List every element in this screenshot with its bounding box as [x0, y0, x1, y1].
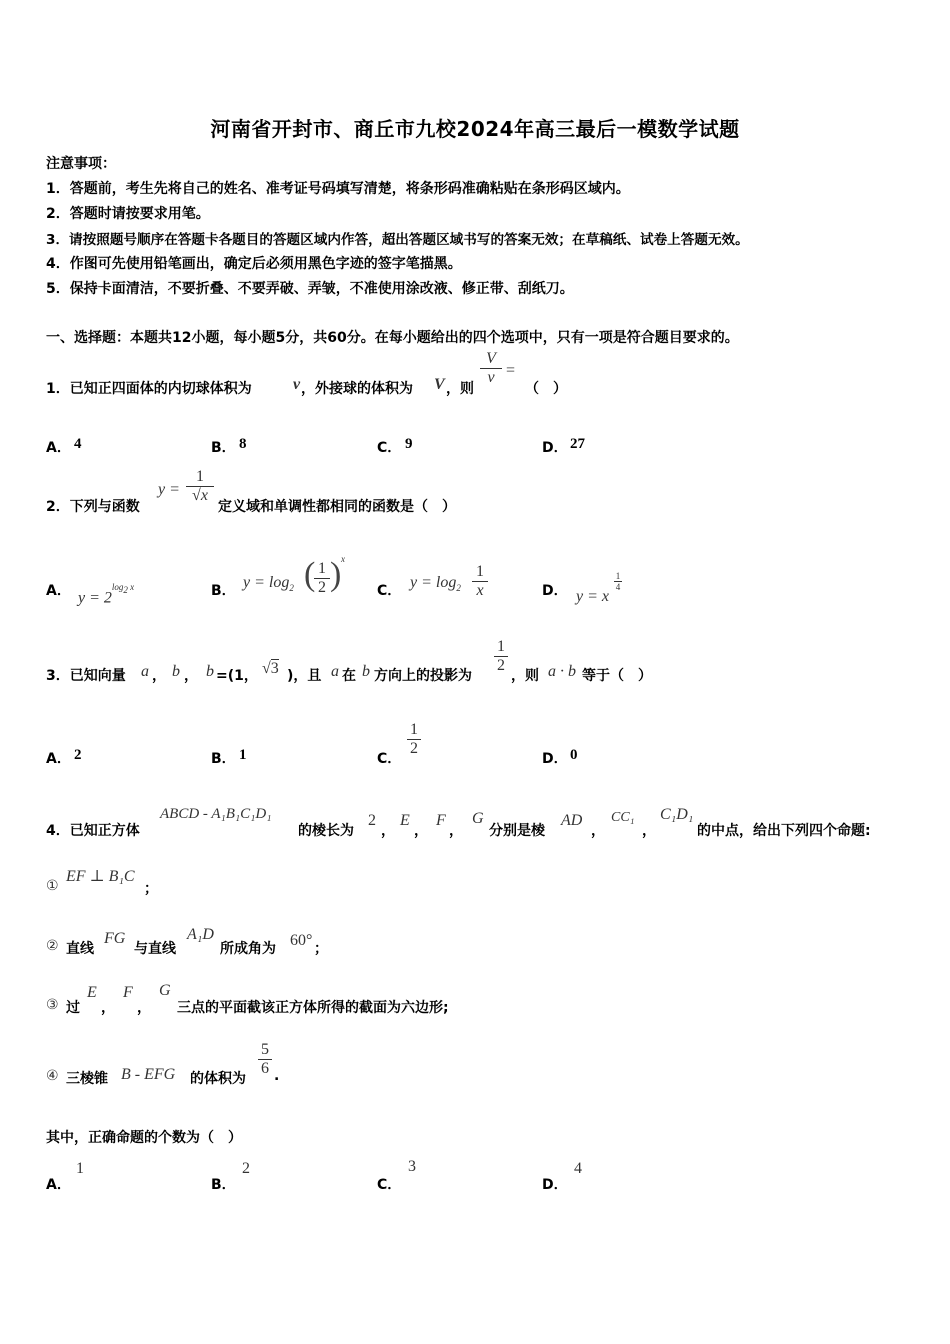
q4-p3-a: 过	[66, 1000, 80, 1016]
q3-stem-a: 3．已知向量	[46, 668, 126, 684]
q3-c-den: 2	[410, 740, 418, 757]
q3-sep1: ，	[152, 668, 166, 684]
q2-func-root: x	[200, 487, 208, 504]
q4-p4-den: 6	[261, 1060, 269, 1077]
q3-vec-b2: b	[206, 663, 214, 680]
q2-option-c-expr	[410, 574, 461, 593]
notice-item: 2．答题时请按要求用笔。	[46, 206, 210, 222]
q2-stem-a: 2．下列与函数	[46, 499, 140, 515]
q3-option-c-fraction	[407, 721, 421, 758]
q4-sep-1: ，	[381, 823, 395, 839]
q2-d-lhs: y = x	[576, 588, 609, 605]
q4-stem-b: 的棱长为	[298, 823, 354, 839]
q4-edge-ad: AD	[561, 812, 583, 829]
q2-b-exp: x	[341, 554, 345, 564]
q3-option-c-label: C．	[377, 751, 402, 767]
q3-proj-den: 2	[497, 657, 505, 674]
q4-p2-mark: ②	[46, 938, 59, 954]
q1-stem-c: ，则	[446, 381, 474, 397]
q4-option-d-label: D．	[542, 1177, 568, 1193]
q2-d-exp-fraction	[614, 571, 622, 592]
q2-a-exp-sub: 2	[123, 584, 128, 595]
q4-point-g: G	[472, 810, 484, 827]
q4-option-b-value: 2	[242, 1160, 250, 1177]
q4-sep-2: ，	[414, 823, 428, 839]
q1-stem-a: 1．已知正四面体的内切球体积为	[46, 381, 252, 397]
q2-b-fraction	[314, 560, 330, 597]
q4-p4-end: .	[274, 1068, 280, 1084]
q3-stem-b: 方向上的投影为	[374, 668, 472, 684]
q4-p2-c: 所成角为	[220, 941, 276, 957]
q2-c-num: 1	[476, 563, 484, 580]
notice-item: 5．保持卡面清洁，不要折叠、不要弄破、弄皱，不准使用涂改液、修正带、刮纸刀。	[46, 281, 574, 297]
q1-v-small: v	[293, 376, 301, 393]
q3-vec-b3: b	[362, 663, 370, 680]
q1-paren: （ ）	[525, 381, 567, 397]
q2-b-paren-right: )	[330, 556, 342, 593]
q2-func-fraction	[186, 468, 214, 505]
q3-option-d-value: 0	[570, 747, 578, 763]
q2-d-exp-num: 1	[615, 571, 621, 581]
q3-option-b-value: 1	[239, 747, 247, 763]
q4-option-c-label: C．	[377, 1177, 402, 1193]
q2-b-num: 1	[318, 560, 326, 577]
q4-option-b-label: B．	[211, 1177, 236, 1193]
q4-edge-c1d1: C₁D₁	[660, 806, 694, 823]
q2-c-den: x	[476, 582, 484, 599]
q2-c-fraction	[472, 563, 488, 600]
q1-v-big: V	[434, 376, 445, 393]
q3-option-a-label: A．	[46, 751, 71, 767]
q2-func-lhs: y =	[158, 481, 180, 498]
q4-p3-sep-1: ，	[101, 1000, 115, 1016]
q3-coords-a: =(1，	[216, 668, 258, 684]
q3-vec-b: b	[172, 663, 180, 680]
q3-vec-a2: a	[331, 663, 339, 680]
sqrt-icon: √	[262, 660, 271, 677]
q3-proj-num: 1	[497, 638, 505, 655]
notice-heading: 注意事项：	[46, 156, 116, 172]
q4-p1-mark: ①	[46, 878, 59, 894]
notice-item: 4．作图可先使用铅笔画出，确定后必须用黑色字迹的签字笔描黑。	[46, 256, 462, 272]
q3-option-d-label: D．	[542, 751, 568, 767]
q4-p2-b: 与直线	[134, 941, 176, 957]
q4-edge: 2	[368, 812, 376, 829]
q2-option-b-label: B．	[211, 583, 236, 599]
q2-b-den: 2	[318, 579, 326, 596]
q2-option-b-expr	[243, 574, 294, 593]
q4-stem-a: 4．已知正方体	[46, 823, 140, 839]
q4-p1-end: ；	[144, 881, 158, 897]
q3-sqrt	[262, 660, 279, 678]
q2-b-paren-left: (	[304, 556, 316, 593]
q1-frac-num: V	[486, 350, 496, 367]
q4-p4-mark: ④	[46, 1068, 59, 1084]
q2-a-exp-var: x	[130, 582, 135, 592]
q4-option-a-label: A．	[46, 1177, 71, 1193]
q4-p2-angle: 60°	[290, 932, 313, 949]
q4-p4-b: 的体积为	[190, 1071, 246, 1087]
q3-sqrt-val: 3	[270, 660, 279, 677]
q2-option-a-label: A．	[46, 583, 71, 599]
notice-item: 3．请按照题号顺序在答题卡各题目的答题区域内作答，超出答题区域书写的答案无效；在草稿纸、试卷上答题无效。	[46, 232, 749, 248]
q2-a-exp-log: log	[111, 582, 124, 592]
q1-option-c-value: 9	[405, 436, 413, 452]
q4-sep-4: ，	[591, 823, 605, 839]
page-title: 河南省开封市、商丘市九校2024年高三最后一模数学试题	[210, 117, 740, 141]
q2-option-c-label: C．	[377, 583, 402, 599]
q4-p2-ad: A₁D	[187, 926, 214, 943]
q1-equals: =	[506, 362, 516, 379]
q2-c-sub: 2	[456, 583, 461, 594]
notice-item: 1．答题前，考生先将自己的姓名、准考证号码填写清楚，将条形码准确粘贴在条形码区域内。	[46, 181, 630, 197]
q3-option-a-value: 2	[74, 747, 82, 763]
q4-point-e: E	[400, 812, 410, 829]
q2-func-num: 1	[196, 468, 204, 485]
q3-c-num: 1	[410, 721, 418, 738]
q3-in: 在	[342, 668, 356, 684]
q4-p4-num: 5	[261, 1041, 269, 1058]
q4-option-d-value: 4	[574, 1160, 582, 1177]
q2-stem-b: 定义域和单调性都相同的函数是（ ）	[218, 499, 456, 515]
q4-cube: ABCD - A₁B₁C₁D₁	[160, 806, 272, 822]
q4-p3-e: E	[87, 984, 97, 1001]
q1-fraction	[480, 350, 502, 387]
q2-d-exp-den: 4	[615, 582, 621, 592]
q1-option-d-label: D．	[542, 440, 568, 456]
q4-edge-cc1: CC₁	[611, 810, 635, 825]
q4-sep-5: ，	[642, 823, 656, 839]
q4-p2-fg: FG	[104, 930, 126, 947]
q2-b-sub: 2	[289, 583, 294, 594]
q1-option-b-label: B．	[211, 440, 236, 456]
q3-proj-fraction	[494, 638, 508, 675]
q4-p2-end: ；	[314, 941, 328, 957]
q4-p3-end: 三点的平面截该正方体所得的截面为六边形;	[177, 1000, 449, 1016]
q4-p2-a: 直线	[66, 941, 94, 957]
q2-option-d-label: D．	[542, 583, 568, 599]
q4-sep-3: ，	[449, 823, 463, 839]
q4-p3-f: F	[123, 984, 133, 1001]
q2-c-lhs: y = log	[410, 574, 457, 591]
q3-sep2: ，	[184, 668, 198, 684]
q1-option-c-label: C．	[377, 440, 402, 456]
q1-option-a-label: A．	[46, 440, 71, 456]
q4-point-f: F	[436, 812, 446, 829]
q3-dot-product: a · b	[548, 663, 576, 680]
q4-stem-c: 分别是棱	[489, 823, 545, 839]
q4-option-a-value: 1	[76, 1160, 84, 1177]
sqrt-icon: √	[192, 487, 201, 504]
q3-coords-b: )，且	[287, 668, 322, 684]
q1-stem-b: ，外接球的体积为	[301, 381, 413, 397]
q3-vec-a: a	[141, 663, 149, 680]
q1-frac-den: v	[487, 369, 495, 386]
q2-a-lhs: y = 2	[78, 589, 112, 607]
q2-b-lhs: y = log	[243, 574, 290, 591]
q2-a-exp	[111, 582, 135, 595]
q3-stem-c: ，则	[511, 668, 539, 684]
q3-option-b-label: B．	[211, 751, 236, 767]
q4-p3-g: G	[159, 982, 171, 999]
q3-stem-d: 等于（ ）	[582, 668, 652, 684]
q4-question: 其中，正确命题的个数为（ ）	[46, 1130, 242, 1146]
q4-option-c-value: 3	[408, 1158, 416, 1175]
q4-p3-mark: ③	[46, 997, 59, 1013]
q4-p1-math: EF ⊥ B₁C	[66, 868, 135, 885]
q4-p4-fraction	[258, 1041, 272, 1078]
q4-p4-a: 三棱锥	[66, 1071, 108, 1087]
q2-option-a-expr	[78, 582, 135, 607]
q4-p4-math: B - EFG	[121, 1066, 176, 1083]
q1-option-b-value: 8	[239, 436, 247, 452]
q4-p3-sep-2: ，	[137, 1000, 151, 1016]
q1-option-d-value: 27	[570, 436, 585, 452]
q4-stem-d: 的中点，给出下列四个命题:	[697, 823, 871, 839]
section-heading: 一、选择题：本题共12小题，每小题5分，共60分。在每小题给出的四个选项中，只有一项是符合题目要求的。	[46, 330, 739, 346]
q1-option-a-value: 4	[74, 436, 82, 452]
